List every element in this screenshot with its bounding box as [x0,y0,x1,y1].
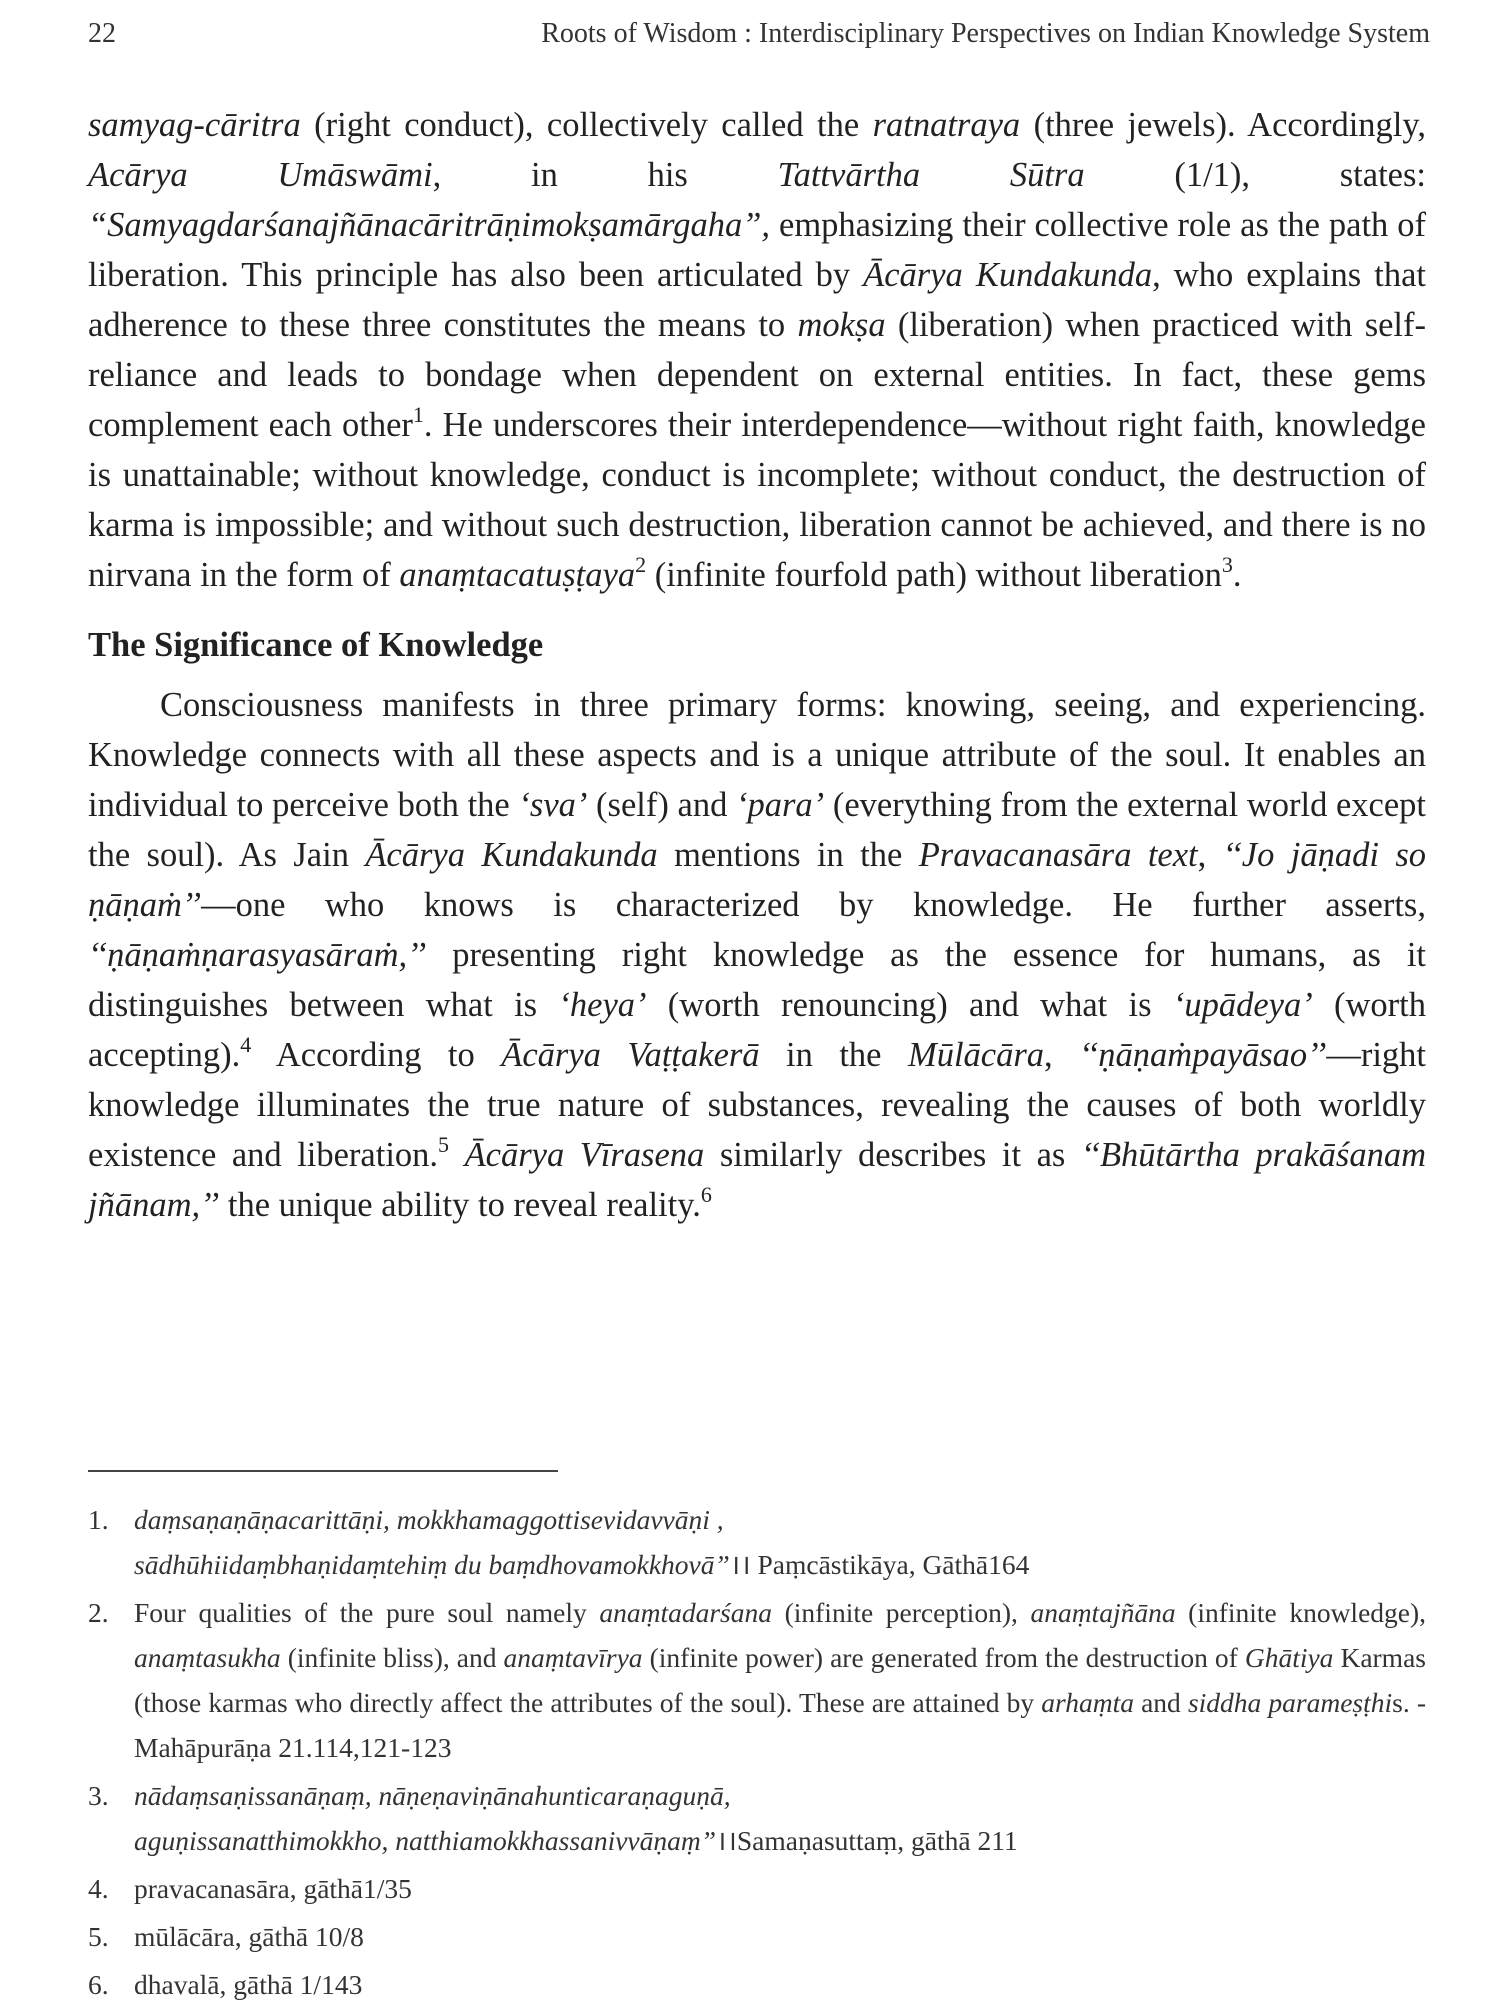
text-run [449,1136,465,1174]
text-run: (infinite power) are generated from the destruction of [642,1642,1245,1673]
term-moksa: mokṣa [797,306,886,344]
source-citation: ।। Paṃcāstikāya, Gāthā164 [729,1549,1030,1580]
quote-jo-janadi: ‘‘Jo jāṇadi so ṇāṇaṁ’’ [88,836,1426,924]
verse-text: sādhūhiidaṃbhaṇidaṃtehiṃ du baṃdhovamokkhovā” [134,1549,730,1580]
footnotes [88,1497,1426,2010]
term-samyag-caritra: samyag-cāritra [88,106,301,144]
text-run: , [1044,1036,1080,1074]
text-run: (infinite fourfold path) without liberation [646,556,1222,594]
term-para: ‘para’ [736,786,825,824]
footnote-verse-line: nādaṃsaṇissanāṇaṃ, nāṇeṇaviṇānahunticaraṇaguṇā, [134,1780,731,1811]
text-run: the unique ability to reveal reality. [219,1186,701,1224]
text-run: . He underscores their interdependence—without right faith, knowledge is unattainable; without knowledge, conduct is incomplete; without conduct, the destruction of karma is impossible; and without such destruction, liberation cannot be achieved, and there is no nirvana in the form of [88,406,1426,594]
footnote-verse-line: daṃsaṇaṇāṇacarittāṇi, mokkhamaggottisevidavvāṇi , [134,1504,724,1535]
source-citation: ।।Samaṇasuttaṃ, gāthā 211 [716,1825,1018,1856]
paragraph-knowledge [88,680,1426,1230]
page-number: 22 [88,18,116,49]
text-run: —right knowledge illuminates the true nature of substances, revealing the causes of both worldly existence and liberation. [88,1036,1427,1174]
text-run: —one who knows is characterized by knowledge. He further asserts, [201,886,1426,924]
footnote-ref-2[interactable]: 2 [635,552,647,577]
text-run: Karmas (those karmas who directly affect the attributes of the soul). These are attained by [134,1642,1426,1718]
quote-nanam-payasao: ‘‘ṇāṇaṁpayāsao’’ [1079,1036,1327,1074]
footnote-2 [88,1590,1426,1770]
name-kundakunda: Ācārya Kundakunda [365,836,658,874]
text-run: (1/1), states: [1084,156,1426,194]
term-ratnatraya: ratnatraya [872,106,1021,144]
text-run: , [1197,836,1223,874]
term: siddha parameṣṭhi [1187,1687,1393,1718]
name-vattakera: Ācārya Vaṭṭakerā [501,1036,760,1074]
footnote-verse-line [134,1542,1426,1587]
text-run: mentions in the [657,836,919,874]
term: arhaṃta [1041,1687,1134,1718]
footnote-number: 6. [88,1969,109,2000]
footnote-number: 1. [88,1504,109,1535]
text-run: Consciousness manifests in three primary forms: knowing, seeing, and experiencing. Knowledge connects with all these aspects and is a unique attribute of the soul. It enables an individual to perceive both the [88,686,1426,824]
title-tattvartha-sutra: Tattvārtha Sūtra [777,156,1085,194]
paragraph-ratnatraya [88,100,1426,600]
name-virasena: Ācārya Vīrasena [464,1136,705,1174]
footnote-number: 2. [88,1597,109,1628]
footnote-verse-line [134,1818,1426,1863]
footnote-6 [88,1962,1426,2007]
verse-text: aguṇissanatthimokkho, natthiamokkhassanivvāṇaṃ” [134,1825,717,1856]
name-kundakunda: Ācārya Kundakunda [863,256,1153,294]
section-heading: The Significance of Knowledge [88,626,544,664]
footnote-3 [88,1773,1426,1863]
footnote-ref-3[interactable]: 3 [1221,552,1233,577]
footnote-4 [88,1866,1426,1911]
footnote-1 [88,1497,1426,1587]
quote-sutra: “Samyagdarśanajñānacāritrāṇimokṣamārgaha”, [88,206,771,244]
footnote-number: 3. [88,1780,109,1811]
text-run: similarly describes it as [704,1136,1081,1174]
text-run: (self) and [587,786,736,824]
footnote-5 [88,1914,1426,1959]
running-header [88,14,1430,54]
text-run: . [1232,556,1242,594]
name-acarya-umaswami: Acārya Umāswāmi [88,156,433,194]
quote-nanam-narasya: ‘‘ṇāṇaṁṇarasyasāraṁ,’’ [88,936,427,974]
footnote-divider [88,1470,558,1472]
term-heya: ‘heya’ [558,986,647,1024]
text-run: (infinite knowledge), [1175,1597,1427,1628]
term-anamtacatustaya: anaṃtacatuṣṭaya [399,556,636,594]
term-upadeya: ‘upādeya’ [1172,986,1313,1024]
footnote-ref-1[interactable]: 1 [412,402,424,427]
title-mulacara: Mūlācāra [907,1036,1045,1074]
text-run: (infinite perception), [772,1597,1031,1628]
text-run: Four qualities of the pure soul namely [134,1597,600,1628]
footnote-ref-5[interactable]: 5 [438,1132,450,1157]
title-pravacanasara: Pravacanasāra text [918,836,1198,874]
text-run: and [1133,1687,1188,1718]
term: anaṃtavīrya [503,1642,643,1673]
text-run: presenting right knowledge as the essence for humans, as it distinguishes between what is [88,936,1426,1024]
text-run: emphasizing their collective role as the path of liberation. This principle has also been articulated by [88,206,1426,294]
footnote-number: 4. [88,1873,109,1904]
term: anaṃtasukha [134,1642,281,1673]
footnote-ref-4[interactable]: 4 [240,1032,252,1057]
term: Ghātiya [1244,1642,1334,1673]
text-run: (worth renouncing) and what is [646,986,1173,1024]
text-run: (liberation) when practiced with self-reliance and leads to bondage when dependent on external entities. In fact, these gems complement each other [88,306,1426,444]
text-run: (infinite bliss), and [280,1642,504,1673]
footnote-ref-6[interactable]: 6 [700,1182,712,1207]
book-title: Roots of Wisdom : Interdisciplinary Perspectives on Indian Knowledge System [541,18,1430,49]
text-run: (worth accepting). [88,986,1426,1074]
text-run: (everything from the external world except the soul). As Jain [88,786,1427,874]
term: anaṃtajñāna [1030,1597,1176,1628]
footnote-text: mūlācāra, gāthā 10/8 [134,1921,364,1952]
main-text [88,100,1426,1230]
footnote-text: pravacanasāra, gāthā1/35 [134,1873,412,1904]
quote-bhutartha: ‘‘Bhūtārtha prakāśanam jñānam,’’ [88,1136,1427,1224]
text-run: in the [759,1036,908,1074]
footnote-number: 5. [88,1921,109,1952]
text-run: (right conduct), collectively called the [300,106,873,144]
text-run: , in his [432,156,778,194]
footnote-text: dhavalā, gāthā 1/143 [134,1969,363,2000]
text-run: s. - Mahāpurāṇa 21.114,121-123 [134,1687,1427,1763]
term: anaṃtadarśana [599,1597,773,1628]
text-run: , who explains that adherence to these three constitutes the means to [88,256,1426,344]
term-sva: ‘sva’ [518,786,588,824]
text-run: According to [251,1036,502,1074]
text-run: (three jewels). Accordingly, [1020,106,1427,144]
